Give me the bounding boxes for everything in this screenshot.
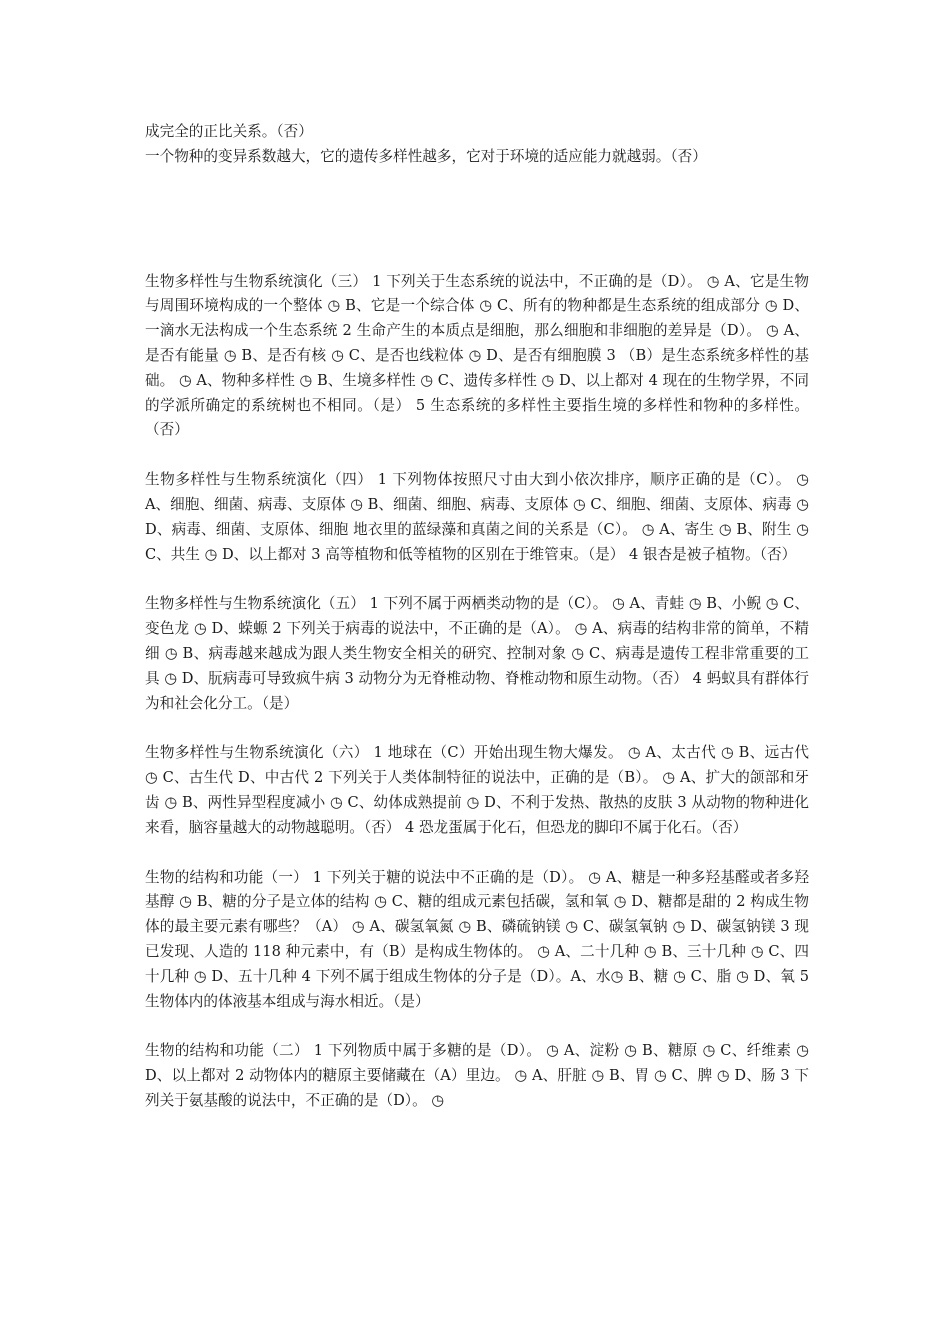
section-text: 生物多样性与生物系统演化（四） 1 下列物体按照尺寸由大到小依次排序，顺序正确的是（C）。 ◷ A、细胞、细菌、病毒、支原体 ◷ B、细菌、细胞、病毒、支原体 ◷ C、细胞、细菌、支原体、病毒 ◷ D、病毒、细菌、支原体、细胞 地衣里的蓝绿藻和真菌之间的关系是（C）。 ◷ A、寄生 ◷ B、附生 ◷ C、共生 ◷ D、以上都对 3 高等植物和低等植物的区别在于维管束。（是） 4 银杏是被子植物。（否） — [145, 471, 809, 563]
section-biodiversity-5 — [145, 592, 809, 716]
section-biodiversity-4 — [145, 468, 809, 567]
section-text: 生物的结构和功能（一） 1 下列关于糖的说法中不正确的是（D）。 ◷ A、糖是一种多羟基醛或者多羟基醇 ◷ B、糖的分子是立体的结构 ◷ C、糖的组成元素包括碳，氢和氧 ◷ D、糖都是甜的 2 构成生物体的最主要元素有哪些？（A） ◷ A、碳氢氧氮 ◷ B、磷硫钠镁 ◷ C、碳氢氧钠 ◷ D、碳氢钠镁 3 现已发现、人造的 118 种元素中，有（B）是构成生物体的。 ◷ A、二十几种 ◷ B、三十几种 ◷ C、四十几种 ◷ D、五十几种 4 下列不属于组成生物体的分子是（D）。A、水◷ B、糖 ◷ C、脂 ◷ D、氧 5 生物体内的体液基本组成与海水相近。（是） — [145, 868, 809, 1010]
intro-line-1: 成完全的正比关系。（否） — [145, 123, 313, 140]
section-text: 生物多样性与生物系统演化（五） 1 下列不属于两栖类动物的是（C）。 ◷ A、青蛙 ◷ B、小鲵 ◷ C、变色龙 ◷ D、蝾螈 2 下列关于病毒的说法中，不正确的是（A）。 ◷ A、病毒的结构非常的简单，不精细 ◷ B、病毒越来越成为跟人类生物安全相关的研究、控制对象 ◷ C、病毒是遗传工程非常重要的工具 ◷ D、朊病毒可导致疯牛病 3 动物分为无脊椎动物、脊椎动物和原生动物。（否） 4 蚂蚁具有群体行为和社会化分工。（是） — [145, 595, 809, 712]
section-biodiversity-3 — [145, 270, 809, 444]
intro-line-2: 一个物种的变异系数越大，它的遗传多样性越多，它对于环境的适应能力就越弱。（否） — [145, 147, 707, 165]
document-page — [145, 120, 809, 1114]
section-text: 生物多样性与生物系统演化（三） 1 下列关于生态系统的说法中，不正确的是（D）。 ◷ A、它是生物与周围环境构成的一个整体 ◷ B、它是一个综合体 ◷ C、所有的物种都是生态系统的组成部分 ◷ D、一滴水无法构成一个生态系统 2 生命产生的本质点是细胞，那么细胞和非细胞的差异是（D）。 ◷ A、是否有能量 ◷ B、是否有核 ◷ C、是否也线粒体 ◷ D、是否有细胞膜 3 （B）是生态系统多样性的基础。 ◷ A、物种多样性 ◷ B、生境多样性 ◷ C、遗传多样性 ◷ D、以上都对 4 现在的生物学界，不同的学派所确定的系统树也不相同。（是） 5 生态系统的多样性主要指生境的多样性和物种的多样性。（否） — [145, 272, 809, 439]
section-biodiversity-6 — [145, 741, 809, 840]
section-text: 生物的结构和功能（二） 1 下列物质中属于多糖的是（D）。 ◷ A、淀粉 ◷ B、糖原 ◷ C、纤维素 ◷ D、以上都对 2 动物体内的糖原主要储藏在（A）里边。 ◷ A、肝脏 ◷ B、胃 ◷ C、脾 ◷ D、肠 3 下列关于氨基酸的说法中，不正确的是（D）。 ◷ — [145, 1042, 809, 1109]
section-structure-function-2 — [145, 1039, 809, 1113]
section-text: 生物多样性与生物系统演化（六） 1 地球在（C）开始出现生物大爆发。 ◷ A、太古代 ◷ B、远古代 ◷ C、古生代 D、中古代 2 下列关于人类体制特征的说法中，正确的是（B）。 ◷ A、扩大的颌部和牙齿 ◷ B、两性异型程度减小 ◷ C、幼体成熟提前 ◷ D、不利于发热、散热的皮肤 3 从动物的物种进化来看，脑容量越大的动物越聪明。（否） 4 恐龙蛋属于化石，但恐龙的脚印不属于化石。（否） — [145, 744, 809, 836]
section-structure-function-1 — [145, 866, 809, 1015]
